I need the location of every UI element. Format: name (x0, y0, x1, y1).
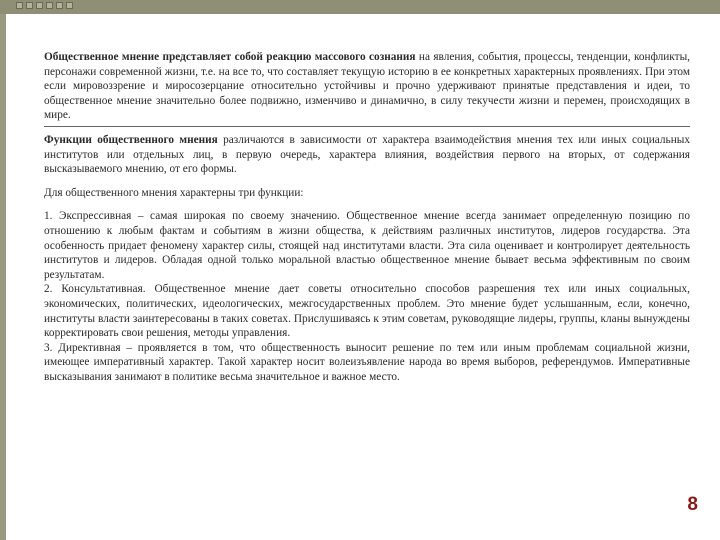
decor-square (26, 2, 33, 9)
list-intro: Для общественного мнения характерны три функции: (44, 186, 304, 199)
function-item-directive: 3. Директивная – проявляется в том, что общественность выносит решение по тем или иным проблемам социальной жизни, имеющее императивный характер. Такой характер носит волеизъявление народа во время выборов, референдумов. Императивные высказывания занимают в политике весьма значительное и важное место. (44, 341, 690, 383)
function-item-expressive: 1. Экспрессивная – самая широкая по своему значению. Общественное мнение всегда занимает определенную позицию по отношению к любым фактам и событиям в жизни общества, к действиям различных институтов, лидеров государства. Эта особенность придает феномену характер силы, стоящей над институтами власти. Эта сила оценивает и контролирует деятельность институтов и лидеров. Обладая одной только моральной властью общественное мнение бывает весьма эффективным по своим результатам. (44, 210, 690, 281)
functions-paragraph (44, 133, 690, 177)
intro-bold: Общественное мнение представляет собой реакцию массового сознания (44, 51, 416, 63)
decor-square (16, 2, 23, 9)
intro-text: на явления, события, процессы, тенденции, конфликты, персонажи современной жизни, т.е. на все то, что составляет текущую историю в ее конкретных характерных проявлениях. При этом если мировоззрение и миросозерцание относительно устойчивы и прочно удерживают принятые представления и идеи, то общественное мнение значительно более подвижно, изменчиво и динамично, в силу текучести жизни и перемен, происходящих в мире. (44, 51, 690, 122)
top-decor-bar (0, 0, 720, 14)
page-number: 8 (687, 494, 698, 515)
left-decor-band (0, 14, 6, 540)
decor-square (46, 2, 53, 9)
function-item-consultative: 2. Консультативная. Общественное мнение дает советы относительно способов разрешения тех или иных социальных, экономических, политических, идеологических, межгосударственных проблем. Это мнение будет услышанным, если, конечно, институты власти заинтересованы в таких советах. Прислушиваясь к этим советам, руководящие лидеры, группы, кланы вынуждены корректировать свои решения, методы управления. (44, 283, 690, 340)
decor-squares (16, 2, 73, 9)
functions-text: различаются в зависимости от характера взаимодействия мнения тех или иных социальных институтов или отдельных лиц, в первую очередь, характера влияния, воздействия первого на вторых, от содержания высказываемого мнению, от его формы. (44, 133, 690, 176)
decor-square (56, 2, 63, 9)
divider-line (44, 126, 690, 127)
functions-bold: Функции общественного мнения (44, 133, 218, 146)
intro-paragraph (44, 50, 690, 123)
decor-square (66, 2, 73, 9)
slide-content (44, 50, 690, 384)
decor-square (36, 2, 43, 9)
